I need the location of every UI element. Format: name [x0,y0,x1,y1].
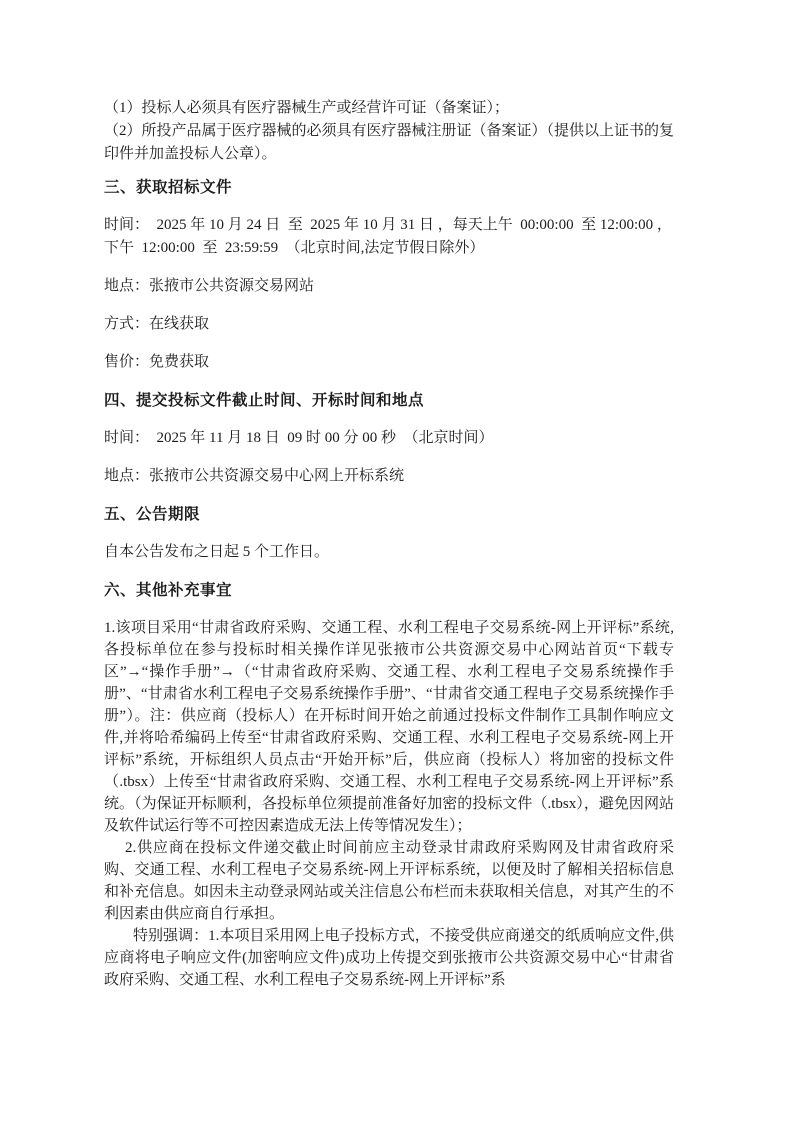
obtain-method-paragraph: 方式：在线获取 [104,316,210,332]
supplementary-paragraph-2: 2.供应商在投标文件递交截止时间前应主动登录甘肃政府采购网及甘肃省政府采购、交通工程、水利工程电子交易系统-网上开评标系统，以便及时了解相关招标信息和补充信息。如因未主动登录网站或关注信息公布栏而未获取相关信息，对其产生的不利因素由供应商自行承担。 [104,840,675,922]
obtain-time-paragraph: 时间： 2025 年 10 月 24 日 至 2025 年 10 月 31 日 ，每天上午 00:00:00 至 12:00:00 ，下午 12:00:00 至 23:59:59 （北京时间,法定节假日除外） [104,217,672,256]
qualification-requirements-block [104,97,674,166]
supplementary-paragraph-3: 特别强调：1.本项目采用网上电子投标方式，不接受供应商递交的纸质响应文件,供应商将电子响应文件(加密响应文件)成功上传提交到张掖市公共资源交易中心“甘肃省政府采购、交通工程、水利工程电子交易系统-网上开评标”系 [104,928,674,988]
obtain-price-paragraph: 售价：免费获取 [104,354,210,370]
requirement-item-2: （2）所投产品属于医疗器械的必须具有医疗器械注册证（备案证）（提供以上证书的复印件并加盖投标人公章）。 [104,123,675,162]
section-heading-other-supplementary-matters: 六、其他补充事宜 [104,582,233,599]
document-content [104,97,674,991]
supplementary-paragraph-1: 1.该项目采用“甘肃省政府采购、交通工程、水利工程电子交易系统-网上开评标”系统,各投标单位在参与投标时相关操作详见张掖市公共资源交易中心网站首页“下载专区”→“操作手册”→（“甘肃省政府采购、交通工程、水利工程电子交易系统操作手册”、“甘肃省水利工程电子交易系统操作手册”、“甘肃省交通工程电子交易系统操作手册”）。注：供应商（投标人）在开标时间开始之前通过投标文件制作工具制作响应文件,并将哈希编码上传至“甘肃省政府采购、交通工程、水利工程电子交易系统-网上开评标”系统，开标组织人员点击“开始开标”后，供应商（投标人）将加密的投标文件（.tbsx）上传至“甘肃省政府采购、交通工程、水利工程电子交易系统-网上开评标”系统。（为保证开标顺利，各投标单位须提前准备好加密的投标文件（.tbsx），避免因网站及软件试运行等不可控因素造成无法上传等情况发生）； [104,620,674,834]
section-heading-obtain-bid-documents: 三、获取招标文件 [104,179,233,196]
deadline-location-paragraph: 地点：张掖市公共资源交易中心网上开标系统 [104,468,405,484]
section-heading-announcement-period: 五、公告期限 [104,506,201,523]
section-heading-submission-deadline: 四、提交投标文件截止时间、开标时间和地点 [104,392,425,409]
announcement-period-paragraph: 自本公告发布之日起 5 个工作日。 [104,544,330,560]
requirement-item-1: （1）投标人必须具有医疗器械生产或经营许可证（备案证）； [104,100,510,116]
obtain-location-paragraph: 地点：张掖市公共资源交易网站 [104,278,315,294]
supplementary-matters-block [104,617,674,991]
deadline-time-paragraph: 时间： 2025 年 11 月 18 日 09 时 00 分 00 秒 （北京时间） [104,430,494,446]
